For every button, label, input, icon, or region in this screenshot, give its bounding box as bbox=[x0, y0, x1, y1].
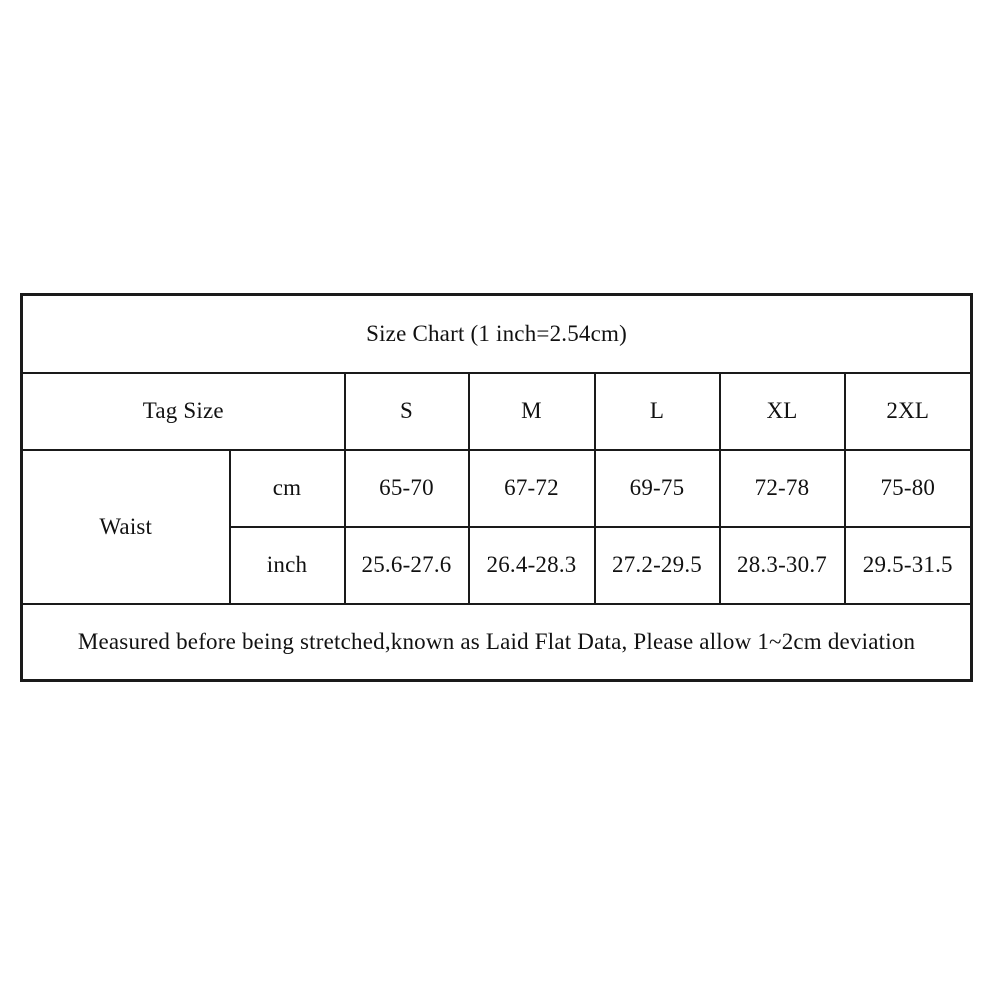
header-size-l: L bbox=[595, 373, 720, 450]
waist-inch-xl: 28.3-30.7 bbox=[720, 527, 845, 604]
table-title: Size Chart (1 inch=2.54cm) bbox=[22, 295, 972, 373]
waist-cm-row bbox=[22, 450, 972, 527]
header-size-s: S bbox=[345, 373, 469, 450]
header-size-m: M bbox=[469, 373, 595, 450]
header-size-xl: XL bbox=[720, 373, 845, 450]
header-size-2xl: 2XL bbox=[845, 373, 972, 450]
note-row bbox=[22, 604, 972, 681]
waist-cm-2xl: 75-80 bbox=[845, 450, 972, 527]
waist-inch-2xl: 29.5-31.5 bbox=[845, 527, 972, 604]
waist-cm-l: 69-75 bbox=[595, 450, 720, 527]
header-row bbox=[22, 373, 972, 450]
size-chart-table bbox=[20, 293, 973, 682]
title-row bbox=[22, 295, 972, 373]
unit-label-inch: inch bbox=[230, 527, 345, 604]
waist-inch-l: 27.2-29.5 bbox=[595, 527, 720, 604]
header-tag-size: Tag Size bbox=[22, 373, 345, 450]
waist-cm-s: 65-70 bbox=[345, 450, 469, 527]
waist-inch-m: 26.4-28.3 bbox=[469, 527, 595, 604]
table-note: Measured before being stretched,known as Laid Flat Data, Please allow 1~2cm deviation bbox=[22, 604, 972, 681]
waist-inch-s: 25.6-27.6 bbox=[345, 527, 469, 604]
waist-cm-m: 67-72 bbox=[469, 450, 595, 527]
waist-cm-xl: 72-78 bbox=[720, 450, 845, 527]
unit-label-cm: cm bbox=[230, 450, 345, 527]
row-label-waist: Waist bbox=[22, 450, 230, 604]
